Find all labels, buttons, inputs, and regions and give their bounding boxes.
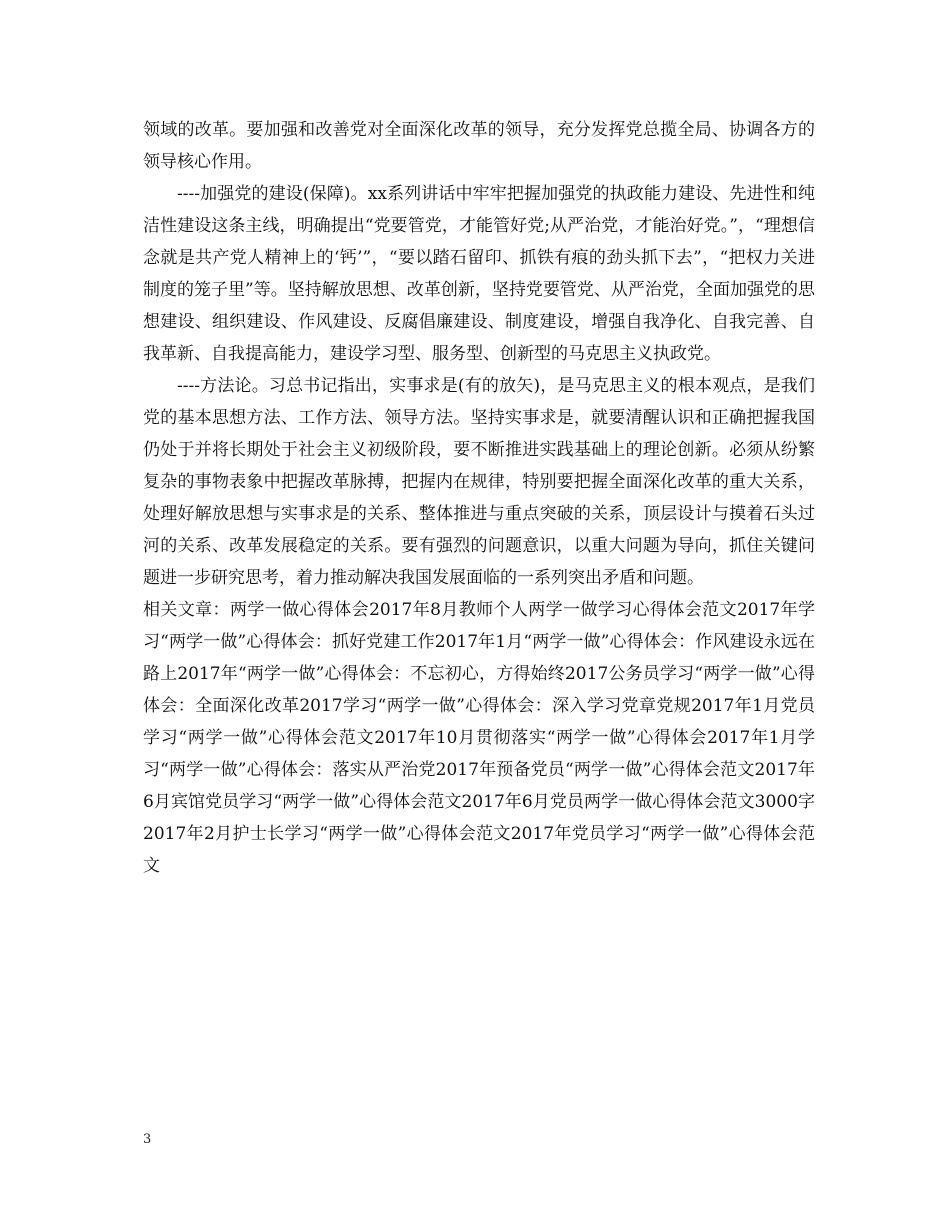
document-body: [143, 114, 815, 882]
paragraph-continuation: 领域的改革。要加强和改善党对全面深化改革的领导，充分发挥党总揽全局、协调各方的领导核心作用。: [143, 120, 815, 172]
paragraph-methodology: ----方法论。习总书记指出，实事求是(有的放矢)，是马克思主义的根本观点，是我们党的基本思想方法、工作方法、领导方法。坚持实事求是，就要清醒认识和正确把握我国仍处于并将长期处于社会主义初级阶段，要不断推进实践基础上的理论创新。必须从纷繁复杂的事物表象中把握改革脉搏，把握内在规律，特别要把握全面深化改革的重大关系，处理好解放思想与实事求是的关系、整体推进与重点突破的关系，顶层设计与摸着石头过河的关系、改革发展稳定的关系。要有强烈的问题意识，以重大问题为导向，抓住关键问题进一步研究思考，着力推动解决我国发展面临的一系列突出矛盾和问题。: [143, 376, 815, 588]
paragraph-party-building: ----加强党的建设(保障)。xx系列讲话中牢牢把握加强党的执政能力建设、先进性和纯洁性建设这条主线，明确提出“党要管党，才能管好党;从严治党，才能治好党。”，“理想信念就是共产党人精神上的‘钙’”，“要以踏石留印、抓铁有痕的劲头抓下去”，“把权力关进制度的笼子里”等。坚持解放思想、改革创新，坚持党要管党、从严治党，全面加强党的思想建设、组织建设、作风建设、反腐倡廉建设、制度建设，增强自我净化、自我完善、自我革新、自我提高能力，建设学习型、服务型、创新型的马克思主义执政党。: [143, 184, 815, 364]
page-number: 3: [143, 1132, 152, 1147]
paragraph-related-articles: 相关文章：两学一做心得体会2017年8月教师个人两学一做学习心得体会范文2017年学习“两学一做”心得体会：抓好党建工作2017年1月“两学一做”心得体会：作风建设永远在路上2017年“两学一做”心得体会：不忘初心，方得始终2017公务员学习“两学一做”心得体会：全面深化改革2017学习“两学一做”心得体会：深入学习党章党规2017年1月党员学习“两学一做”心得体会范文2017年10月贯彻落实“两学一做”心得体会2017年1月学习“两学一做”心得体会：落实从严治党2017年预备党员“两学一做”心得体会范文2017年6月宾馆党员学习“两学一做”心得体会范文2017年6月党员两学一做心得体会范文3000字2017年2月护士长学习“两学一做”心得体会范文2017年党员学习“两学一做”心得体会范文: [143, 600, 815, 876]
